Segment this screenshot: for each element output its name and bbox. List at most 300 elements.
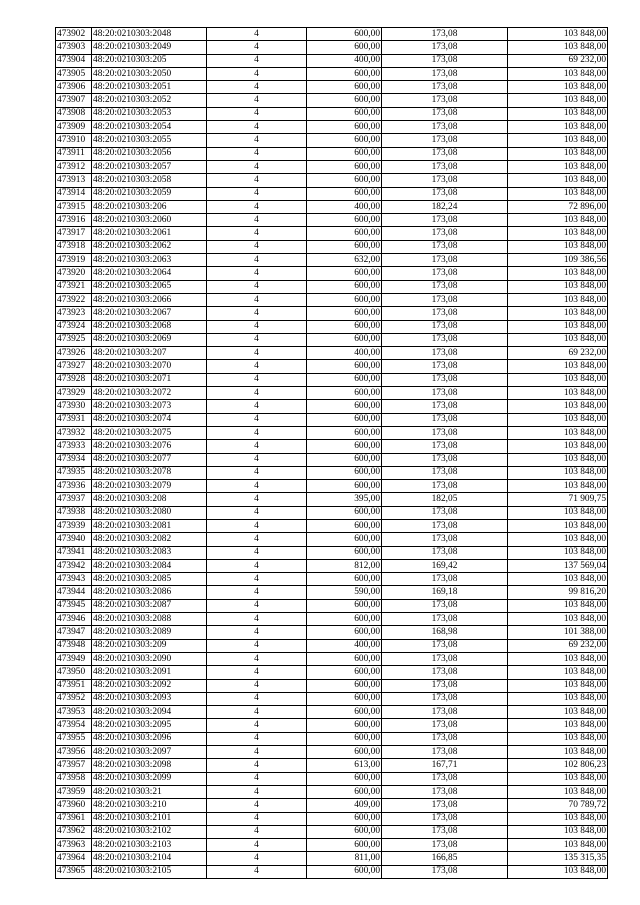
category-cell: 4 [207, 865, 307, 878]
row-number-cell: 473936 [56, 480, 92, 493]
table-row [56, 81, 608, 94]
area-cell: 400,00 [307, 639, 382, 652]
category-cell: 4 [207, 825, 307, 838]
area-cell: 400,00 [307, 54, 382, 67]
unit-price-cell: 173,08 [382, 134, 508, 147]
total-value-cell: 103 848,00 [508, 666, 608, 679]
area-cell: 812,00 [307, 559, 382, 572]
cadastral-number-cell: 48:20:0210303:2064 [92, 267, 207, 280]
unit-price-cell: 173,08 [382, 865, 508, 878]
category-cell: 4 [207, 41, 307, 54]
row-number-cell: 473944 [56, 586, 92, 599]
total-value-cell: 103 848,00 [508, 320, 608, 333]
total-value-cell: 103 848,00 [508, 453, 608, 466]
table-row [56, 466, 608, 479]
table-body [56, 28, 608, 879]
table-row [56, 107, 608, 120]
category-cell: 4 [207, 679, 307, 692]
cadastral-number-cell: 48:20:0210303:2099 [92, 772, 207, 785]
total-value-cell: 103 848,00 [508, 28, 608, 41]
total-value-cell: 103 848,00 [508, 772, 608, 785]
table-row [56, 480, 608, 493]
unit-price-cell: 173,08 [382, 639, 508, 652]
total-value-cell: 103 848,00 [508, 121, 608, 134]
total-value-cell: 103 848,00 [508, 160, 608, 173]
row-number-cell: 473951 [56, 679, 92, 692]
cadastral-number-cell: 48:20:0210303:2058 [92, 174, 207, 187]
unit-price-cell: 173,08 [382, 267, 508, 280]
area-cell: 600,00 [307, 865, 382, 878]
cadastral-number-cell: 48:20:0210303:2087 [92, 599, 207, 612]
row-number-cell: 473921 [56, 280, 92, 293]
area-cell: 600,00 [307, 94, 382, 107]
unit-price-cell: 173,08 [382, 772, 508, 785]
category-cell: 4 [207, 54, 307, 67]
total-value-cell: 103 848,00 [508, 107, 608, 120]
area-cell: 600,00 [307, 240, 382, 253]
total-value-cell: 103 848,00 [508, 839, 608, 852]
unit-price-cell: 173,08 [382, 147, 508, 160]
cadastral-number-cell: 48:20:0210303:2081 [92, 519, 207, 532]
unit-price-cell: 182,24 [382, 200, 508, 213]
unit-price-cell: 173,08 [382, 107, 508, 120]
cadastral-number-cell: 48:20:0210303:207 [92, 347, 207, 360]
category-cell: 4 [207, 586, 307, 599]
table-row [56, 453, 608, 466]
total-value-cell: 103 848,00 [508, 387, 608, 400]
unit-price-cell: 173,08 [382, 400, 508, 413]
category-cell: 4 [207, 466, 307, 479]
cadastral-number-cell: 48:20:0210303:2059 [92, 187, 207, 200]
row-number-cell: 473912 [56, 160, 92, 173]
total-value-cell: 103 848,00 [508, 506, 608, 519]
unit-price-cell: 173,08 [382, 28, 508, 41]
cadastral-number-cell: 48:20:0210303:2092 [92, 679, 207, 692]
row-number-cell: 473930 [56, 400, 92, 413]
row-number-cell: 473960 [56, 799, 92, 812]
area-cell: 600,00 [307, 187, 382, 200]
table-row [56, 559, 608, 572]
category-cell: 4 [207, 254, 307, 267]
table-row [56, 134, 608, 147]
row-number-cell: 473913 [56, 174, 92, 187]
total-value-cell: 137 569,04 [508, 559, 608, 572]
row-number-cell: 473920 [56, 267, 92, 280]
category-cell: 4 [207, 174, 307, 187]
row-number-cell: 473927 [56, 360, 92, 373]
row-number-cell: 473950 [56, 666, 92, 679]
row-number-cell: 473924 [56, 320, 92, 333]
category-cell: 4 [207, 200, 307, 213]
row-number-cell: 473964 [56, 852, 92, 865]
category-cell: 4 [207, 440, 307, 453]
table-row [56, 373, 608, 386]
cadastral-number-cell: 48:20:0210303:2105 [92, 865, 207, 878]
cadastral-number-cell: 48:20:0210303:2056 [92, 147, 207, 160]
area-cell: 811,00 [307, 852, 382, 865]
table-row [56, 41, 608, 54]
unit-price-cell: 182,05 [382, 493, 508, 506]
total-value-cell: 103 848,00 [508, 214, 608, 227]
category-cell: 4 [207, 293, 307, 306]
category-cell: 4 [207, 333, 307, 346]
total-value-cell: 103 848,00 [508, 293, 608, 306]
cadastral-number-cell: 48:20:0210303:2091 [92, 666, 207, 679]
category-cell: 4 [207, 506, 307, 519]
total-value-cell: 103 848,00 [508, 426, 608, 439]
total-value-cell: 103 848,00 [508, 67, 608, 80]
category-cell: 4 [207, 426, 307, 439]
table-row [56, 347, 608, 360]
area-cell: 613,00 [307, 759, 382, 772]
table-row [56, 719, 608, 732]
row-number-cell: 473933 [56, 440, 92, 453]
unit-price-cell: 173,08 [382, 785, 508, 798]
table-row [56, 307, 608, 320]
category-cell: 4 [207, 187, 307, 200]
category-cell: 4 [207, 320, 307, 333]
area-cell: 600,00 [307, 134, 382, 147]
cadastral-number-cell: 48:20:0210303:2049 [92, 41, 207, 54]
area-cell: 600,00 [307, 519, 382, 532]
category-cell: 4 [207, 519, 307, 532]
row-number-cell: 473939 [56, 519, 92, 532]
category-cell: 4 [207, 746, 307, 759]
table-row [56, 280, 608, 293]
unit-price-cell: 169,18 [382, 586, 508, 599]
table-row [56, 666, 608, 679]
cadastral-number-cell: 48:20:0210303:2070 [92, 360, 207, 373]
unit-price-cell: 173,08 [382, 254, 508, 267]
area-cell: 600,00 [307, 599, 382, 612]
unit-price-cell: 173,08 [382, 599, 508, 612]
cadastral-number-cell: 48:20:0210303:2067 [92, 307, 207, 320]
total-value-cell: 103 848,00 [508, 546, 608, 559]
unit-price-cell: 173,08 [382, 373, 508, 386]
table-row [56, 852, 608, 865]
area-cell: 600,00 [307, 214, 382, 227]
cadastral-number-cell: 48:20:0210303:2096 [92, 732, 207, 745]
total-value-cell: 109 386,56 [508, 254, 608, 267]
cadastral-number-cell: 48:20:0210303:2097 [92, 746, 207, 759]
table-row [56, 759, 608, 772]
valuation-table [55, 27, 608, 879]
row-number-cell: 473929 [56, 387, 92, 400]
cadastral-number-cell: 48:20:0210303:2072 [92, 387, 207, 400]
area-cell: 600,00 [307, 772, 382, 785]
table-row [56, 519, 608, 532]
category-cell: 4 [207, 652, 307, 665]
table-row [56, 147, 608, 160]
category-cell: 4 [207, 759, 307, 772]
cadastral-number-cell: 48:20:0210303:2076 [92, 440, 207, 453]
total-value-cell: 103 848,00 [508, 652, 608, 665]
area-cell: 600,00 [307, 732, 382, 745]
total-value-cell: 69 232,00 [508, 347, 608, 360]
category-cell: 4 [207, 121, 307, 134]
category-cell: 4 [207, 107, 307, 120]
category-cell: 4 [207, 639, 307, 652]
area-cell: 600,00 [307, 626, 382, 639]
unit-price-cell: 173,08 [382, 293, 508, 306]
category-cell: 4 [207, 772, 307, 785]
unit-price-cell: 173,08 [382, 799, 508, 812]
table-row [56, 533, 608, 546]
category-cell: 4 [207, 94, 307, 107]
total-value-cell: 103 848,00 [508, 613, 608, 626]
row-number-cell: 473963 [56, 839, 92, 852]
cadastral-number-cell: 48:20:0210303:2103 [92, 839, 207, 852]
area-cell: 600,00 [307, 307, 382, 320]
cadastral-number-cell: 48:20:0210303:2085 [92, 573, 207, 586]
table-row [56, 639, 608, 652]
total-value-cell: 103 848,00 [508, 466, 608, 479]
row-number-cell: 473909 [56, 121, 92, 134]
table-row [56, 785, 608, 798]
area-cell: 600,00 [307, 107, 382, 120]
table-row [56, 160, 608, 173]
table-row [56, 333, 608, 346]
row-number-cell: 473908 [56, 107, 92, 120]
area-cell: 632,00 [307, 254, 382, 267]
total-value-cell: 103 848,00 [508, 81, 608, 94]
table-row [56, 187, 608, 200]
area-cell: 600,00 [307, 267, 382, 280]
cadastral-number-cell: 48:20:0210303:208 [92, 493, 207, 506]
category-cell: 4 [207, 546, 307, 559]
unit-price-cell: 173,08 [382, 480, 508, 493]
area-cell: 600,00 [307, 400, 382, 413]
category-cell: 4 [207, 134, 307, 147]
area-cell: 600,00 [307, 785, 382, 798]
category-cell: 4 [207, 28, 307, 41]
area-cell: 600,00 [307, 746, 382, 759]
row-number-cell: 473940 [56, 533, 92, 546]
area-cell: 600,00 [307, 333, 382, 346]
category-cell: 4 [207, 533, 307, 546]
unit-price-cell: 173,08 [382, 413, 508, 426]
row-number-cell: 473907 [56, 94, 92, 107]
table-row [56, 227, 608, 240]
cadastral-number-cell: 48:20:0210303:2069 [92, 333, 207, 346]
row-number-cell: 473906 [56, 81, 92, 94]
area-cell: 590,00 [307, 586, 382, 599]
cadastral-number-cell: 48:20:0210303:2060 [92, 214, 207, 227]
cadastral-number-cell: 48:20:0210303:2052 [92, 94, 207, 107]
total-value-cell: 103 848,00 [508, 785, 608, 798]
total-value-cell: 72 896,00 [508, 200, 608, 213]
table-row [56, 121, 608, 134]
unit-price-cell: 173,08 [382, 679, 508, 692]
category-cell: 4 [207, 852, 307, 865]
cadastral-number-cell: 48:20:0210303:2079 [92, 480, 207, 493]
cadastral-number-cell: 48:20:0210303:209 [92, 639, 207, 652]
area-cell: 600,00 [307, 280, 382, 293]
area-cell: 600,00 [307, 839, 382, 852]
cadastral-number-cell: 48:20:0210303:205 [92, 54, 207, 67]
row-number-cell: 473965 [56, 865, 92, 878]
cadastral-number-cell: 48:20:0210303:2078 [92, 466, 207, 479]
cadastral-number-cell: 48:20:0210303:2084 [92, 559, 207, 572]
area-cell: 600,00 [307, 440, 382, 453]
total-value-cell: 103 848,00 [508, 679, 608, 692]
unit-price-cell: 169,42 [382, 559, 508, 572]
area-cell: 395,00 [307, 493, 382, 506]
category-cell: 4 [207, 559, 307, 572]
unit-price-cell: 173,08 [382, 54, 508, 67]
unit-price-cell: 173,08 [382, 706, 508, 719]
table-row [56, 865, 608, 878]
category-cell: 4 [207, 413, 307, 426]
document-page [55, 27, 607, 879]
row-number-cell: 473947 [56, 626, 92, 639]
area-cell: 600,00 [307, 679, 382, 692]
row-number-cell: 473937 [56, 493, 92, 506]
category-cell: 4 [207, 267, 307, 280]
total-value-cell: 135 315,35 [508, 852, 608, 865]
table-row [56, 426, 608, 439]
row-number-cell: 473903 [56, 41, 92, 54]
category-cell: 4 [207, 147, 307, 160]
total-value-cell: 103 848,00 [508, 187, 608, 200]
area-cell: 600,00 [307, 506, 382, 519]
area-cell: 600,00 [307, 692, 382, 705]
category-cell: 4 [207, 160, 307, 173]
row-number-cell: 473925 [56, 333, 92, 346]
unit-price-cell: 173,08 [382, 160, 508, 173]
table-row [56, 599, 608, 612]
table-row [56, 214, 608, 227]
row-number-cell: 473946 [56, 613, 92, 626]
total-value-cell: 103 848,00 [508, 732, 608, 745]
area-cell: 600,00 [307, 706, 382, 719]
area-cell: 600,00 [307, 147, 382, 160]
unit-price-cell: 173,08 [382, 240, 508, 253]
category-cell: 4 [207, 706, 307, 719]
table-row [56, 174, 608, 187]
total-value-cell: 99 816,20 [508, 586, 608, 599]
row-number-cell: 473928 [56, 373, 92, 386]
table-row [56, 506, 608, 519]
unit-price-cell: 166,85 [382, 852, 508, 865]
area-cell: 600,00 [307, 666, 382, 679]
table-row [56, 493, 608, 506]
row-number-cell: 473958 [56, 772, 92, 785]
unit-price-cell: 173,08 [382, 387, 508, 400]
unit-price-cell: 173,08 [382, 320, 508, 333]
table-row [56, 573, 608, 586]
cadastral-number-cell: 48:20:0210303:2082 [92, 533, 207, 546]
total-value-cell: 103 848,00 [508, 307, 608, 320]
unit-price-cell: 173,08 [382, 347, 508, 360]
area-cell: 600,00 [307, 293, 382, 306]
row-number-cell: 473959 [56, 785, 92, 798]
total-value-cell: 103 848,00 [508, 440, 608, 453]
table-row [56, 254, 608, 267]
area-cell: 600,00 [307, 426, 382, 439]
table-row [56, 692, 608, 705]
area-cell: 600,00 [307, 652, 382, 665]
area-cell: 600,00 [307, 719, 382, 732]
row-number-cell: 473953 [56, 706, 92, 719]
total-value-cell: 103 848,00 [508, 519, 608, 532]
cadastral-number-cell: 48:20:0210303:2077 [92, 453, 207, 466]
unit-price-cell: 173,08 [382, 533, 508, 546]
cadastral-number-cell: 48:20:0210303:2101 [92, 812, 207, 825]
category-cell: 4 [207, 719, 307, 732]
table-row [56, 320, 608, 333]
table-row [56, 706, 608, 719]
area-cell: 600,00 [307, 81, 382, 94]
category-cell: 4 [207, 812, 307, 825]
row-number-cell: 473943 [56, 573, 92, 586]
unit-price-cell: 173,08 [382, 187, 508, 200]
row-number-cell: 473962 [56, 825, 92, 838]
row-number-cell: 473945 [56, 599, 92, 612]
total-value-cell: 102 806,23 [508, 759, 608, 772]
total-value-cell: 103 848,00 [508, 413, 608, 426]
row-number-cell: 473910 [56, 134, 92, 147]
row-number-cell: 473922 [56, 293, 92, 306]
area-cell: 600,00 [307, 320, 382, 333]
unit-price-cell: 173,08 [382, 719, 508, 732]
category-cell: 4 [207, 280, 307, 293]
total-value-cell: 103 848,00 [508, 865, 608, 878]
total-value-cell: 103 848,00 [508, 360, 608, 373]
unit-price-cell: 173,08 [382, 41, 508, 54]
row-number-cell: 473923 [56, 307, 92, 320]
category-cell: 4 [207, 573, 307, 586]
total-value-cell: 103 848,00 [508, 599, 608, 612]
cadastral-number-cell: 48:20:0210303:2063 [92, 254, 207, 267]
cadastral-number-cell: 48:20:0210303:206 [92, 200, 207, 213]
table-row [56, 546, 608, 559]
cadastral-number-cell: 48:20:0210303:2093 [92, 692, 207, 705]
area-cell: 600,00 [307, 227, 382, 240]
table-row [56, 360, 608, 373]
cadastral-number-cell: 48:20:0210303:2075 [92, 426, 207, 439]
row-number-cell: 473905 [56, 67, 92, 80]
unit-price-cell: 173,08 [382, 732, 508, 745]
area-cell: 400,00 [307, 200, 382, 213]
row-number-cell: 473932 [56, 426, 92, 439]
total-value-cell: 103 848,00 [508, 480, 608, 493]
unit-price-cell: 173,08 [382, 360, 508, 373]
row-number-cell: 473942 [56, 559, 92, 572]
unit-price-cell: 173,08 [382, 81, 508, 94]
total-value-cell: 103 848,00 [508, 533, 608, 546]
table-row [56, 440, 608, 453]
category-cell: 4 [207, 81, 307, 94]
unit-price-cell: 173,08 [382, 453, 508, 466]
category-cell: 4 [207, 307, 307, 320]
unit-price-cell: 173,08 [382, 121, 508, 134]
area-cell: 600,00 [307, 41, 382, 54]
row-number-cell: 473952 [56, 692, 92, 705]
table-row [56, 732, 608, 745]
category-cell: 4 [207, 493, 307, 506]
category-cell: 4 [207, 599, 307, 612]
area-cell: 600,00 [307, 812, 382, 825]
unit-price-cell: 173,08 [382, 307, 508, 320]
unit-price-cell: 173,08 [382, 466, 508, 479]
total-value-cell: 69 232,00 [508, 639, 608, 652]
area-cell: 600,00 [307, 613, 382, 626]
area-cell: 600,00 [307, 67, 382, 80]
row-number-cell: 473919 [56, 254, 92, 267]
row-number-cell: 473926 [56, 347, 92, 360]
unit-price-cell: 173,08 [382, 812, 508, 825]
